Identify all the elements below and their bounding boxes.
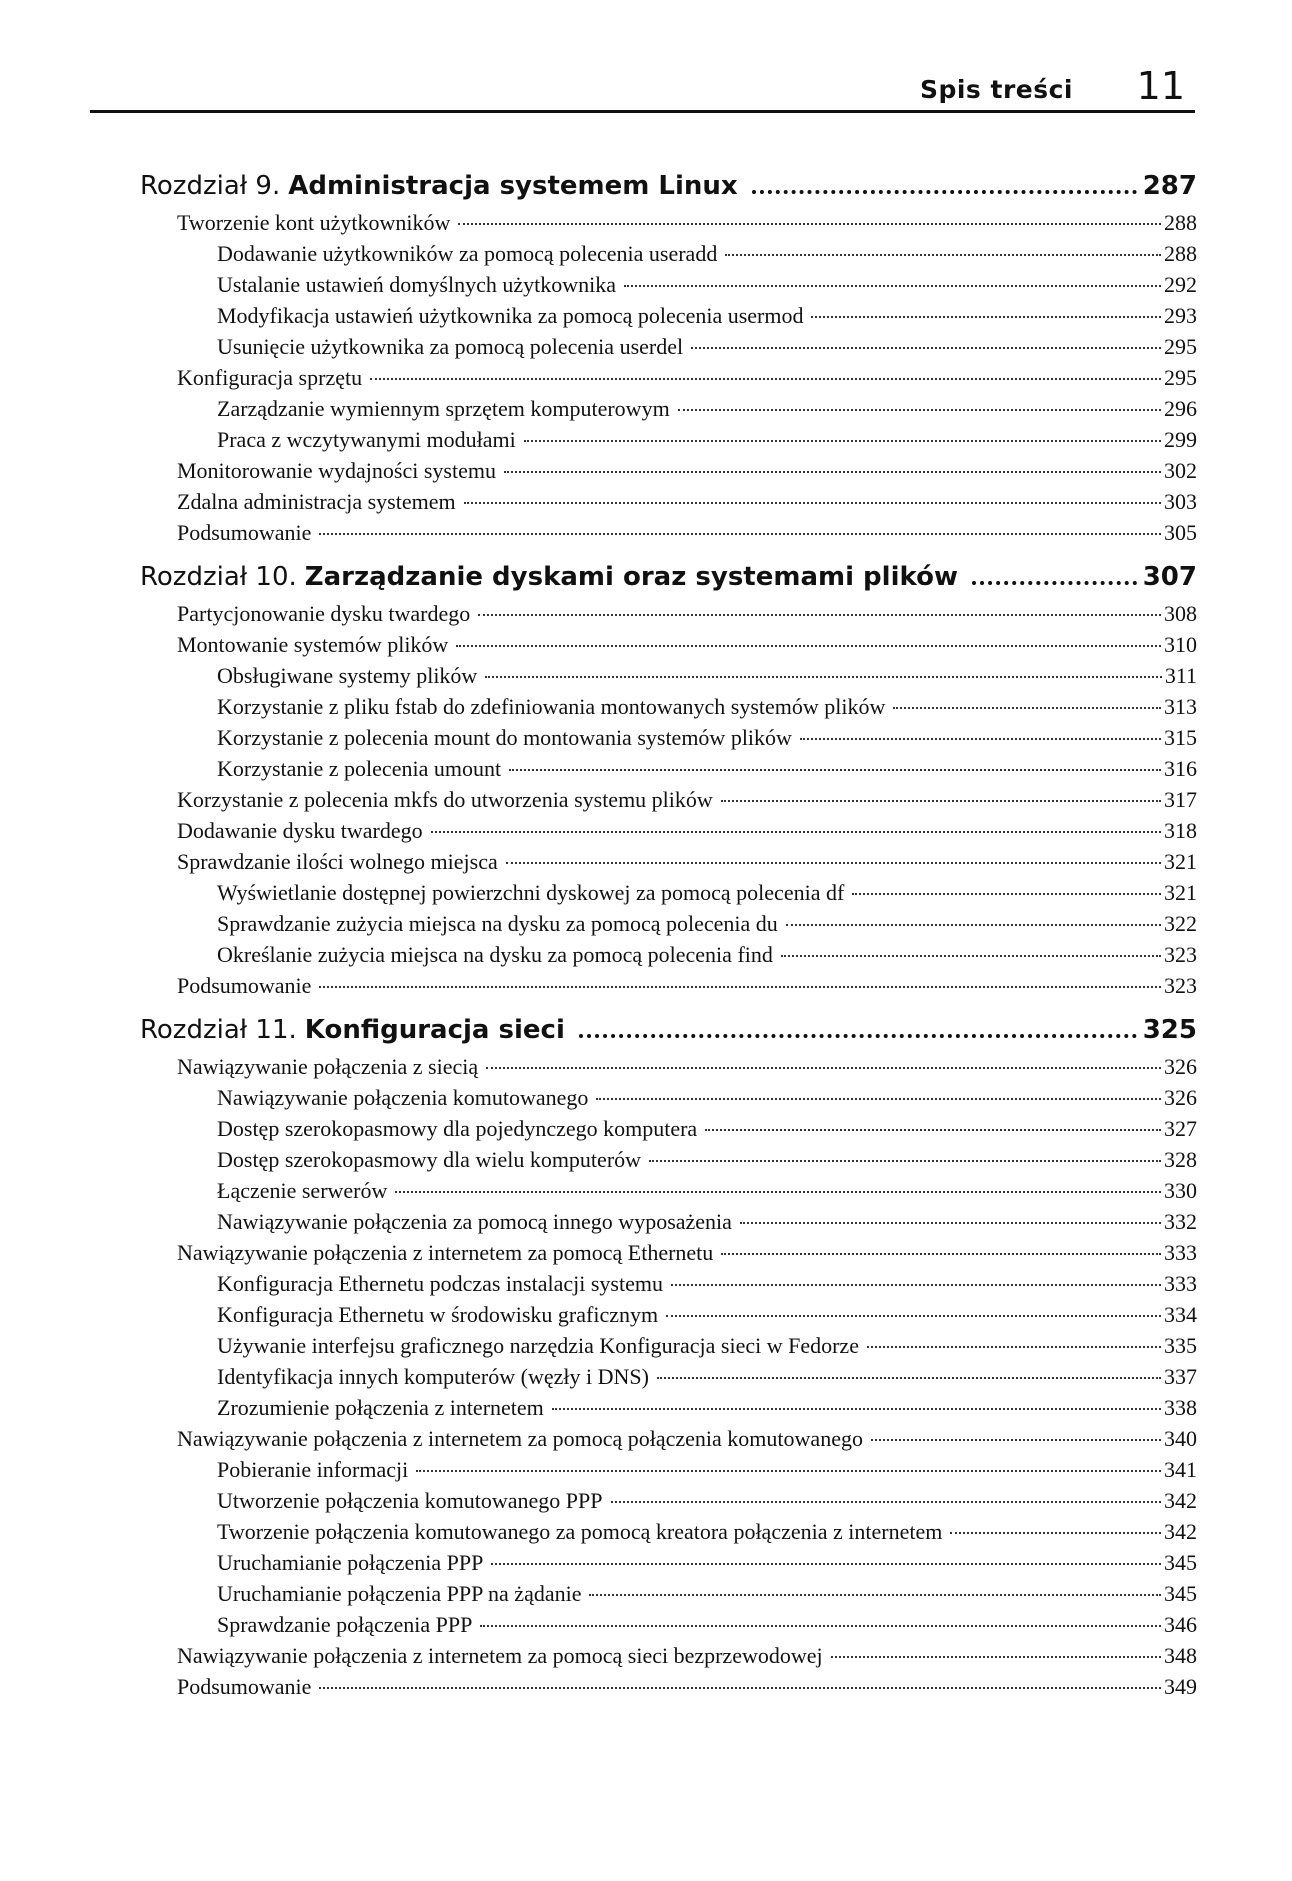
entry-page-number: 326 (1164, 1085, 1197, 1110)
dot-leader (464, 502, 1161, 504)
entry-page-number: 321 (1164, 880, 1197, 905)
toc-subsection-entry[interactable] (140, 663, 1197, 694)
toc-section-entry[interactable] (140, 489, 1197, 520)
toc-subsection-entry[interactable] (140, 1581, 1197, 1612)
dot-leader (319, 533, 1161, 535)
toc-subsection-entry[interactable] (140, 1147, 1197, 1178)
dot-leader (491, 1563, 1161, 1565)
toc-subsection-entry[interactable] (140, 911, 1197, 942)
dot-leader (871, 1439, 1161, 1441)
entry-title: Tworzenie kont użytkowników (177, 210, 451, 235)
dot-leader (480, 1625, 1161, 1627)
entry-title: Nawiązywanie połączenia z internetem za pomocą sieci bezprzewodowej (177, 1643, 823, 1668)
toc-section-entry[interactable] (140, 1643, 1197, 1674)
toc-subsection-entry[interactable] (140, 1457, 1197, 1488)
dot-leader (721, 1253, 1161, 1255)
entry-page-number: 292 (1164, 272, 1197, 297)
entry-title: Sprawdzanie ilości wolnego miejsca (177, 849, 498, 874)
toc-subsection-entry[interactable] (140, 725, 1197, 756)
dot-leader (831, 1656, 1161, 1658)
entry-title: Nawiązywanie połączenia z internetem za pomocą Ethernetu (177, 1240, 714, 1265)
dot-leader (524, 440, 1161, 442)
dot-leader (319, 1687, 1161, 1689)
dot-leader (740, 1222, 1161, 1224)
toc-subsection-entry[interactable] (140, 1612, 1197, 1643)
entry-page-number: 341 (1164, 1457, 1197, 1482)
dot-leader (972, 581, 1137, 585)
dot-leader (509, 769, 1161, 771)
entry-page-number: 337 (1164, 1364, 1197, 1389)
entry-title: Określanie zużycia miejsca na dysku za pomocą polecenia find (217, 942, 773, 967)
entry-title: Korzystanie z polecenia mount do montowania systemów plików (217, 725, 792, 750)
toc-subsection-entry[interactable] (140, 396, 1197, 427)
entry-page-number: 315 (1164, 725, 1197, 750)
dot-leader (416, 1470, 1161, 1472)
toc-section-entry[interactable] (140, 210, 1197, 241)
dot-leader (431, 831, 1161, 833)
dot-leader (458, 223, 1161, 225)
entry-title: Korzystanie z polecenia umount (217, 756, 502, 781)
dot-leader (486, 1067, 1161, 1069)
entry-title: Zrozumienie połączenia z internetem (217, 1395, 544, 1420)
entry-page-number: 321 (1164, 849, 1197, 874)
toc-section-entry[interactable] (140, 365, 1197, 396)
chapter-title: Administracja systemem Linux (288, 171, 738, 201)
entry-title: Podsumowanie (177, 973, 312, 998)
entry-page-number: 327 (1164, 1116, 1197, 1141)
entry-title: Dodawanie dysku twardego (177, 818, 423, 843)
chapter-title: Konfiguracja sieci (304, 1015, 565, 1045)
toc-subsection-entry[interactable] (140, 1333, 1197, 1364)
dot-leader (721, 800, 1161, 802)
chapter-label: Rozdział 9. (140, 171, 281, 201)
dot-leader (671, 1284, 1161, 1286)
entry-title: Korzystanie z polecenia mkfs do utworzenia systemu plików (177, 787, 713, 812)
dot-leader (705, 1129, 1161, 1131)
toc-subsection-entry[interactable] (140, 272, 1197, 303)
entry-page-number: 288 (1164, 241, 1197, 266)
entry-title: Modyfikacja ustawień użytkownika za pomocą polecenia usermod (217, 303, 804, 328)
chapter-label: Rozdział 11. (140, 1015, 297, 1045)
entry-page-number: 333 (1164, 1271, 1197, 1296)
dot-leader (800, 738, 1161, 740)
entry-title: Podsumowanie (177, 1674, 312, 1699)
toc-section-entry[interactable] (140, 1674, 1197, 1705)
entry-title: Sprawdzanie zużycia miejsca na dysku za pomocą polecenia du (217, 911, 778, 936)
entry-page-number: 333 (1164, 1240, 1197, 1265)
entry-page-number: 305 (1164, 520, 1197, 545)
dot-leader (552, 1408, 1161, 1410)
entry-page-number: 330 (1164, 1178, 1197, 1203)
entry-title: Konfiguracja Ethernetu podczas instalacji systemu (217, 1271, 663, 1296)
dot-leader (725, 254, 1161, 256)
entry-title: Uruchamianie połączenia PPP na żądanie (217, 1581, 582, 1606)
entry-page-number: 288 (1164, 210, 1197, 235)
entry-title: Dodawanie użytkowników za pomocą polecenia useradd (217, 241, 718, 266)
entry-page-number: 323 (1164, 973, 1197, 998)
entry-page-number: 338 (1164, 1395, 1197, 1420)
dot-leader (504, 471, 1161, 473)
entry-page-number: 302 (1164, 458, 1197, 483)
entry-title: Wyświetlanie dostępnej powierzchni dyskowej za pomocą polecenia df (217, 880, 845, 905)
toc-section-entry[interactable] (140, 601, 1197, 632)
toc-subsection-entry[interactable] (140, 1550, 1197, 1581)
toc-subsection-entry[interactable] (140, 694, 1197, 725)
toc-subsection-entry[interactable] (140, 1395, 1197, 1426)
dot-leader (666, 1315, 1161, 1317)
entry-title: Tworzenie połączenia komutowanego za pomocą kreatora połączenia z internetem (217, 1519, 943, 1544)
table-of-contents (140, 160, 1197, 1705)
toc-section-entry[interactable] (140, 458, 1197, 489)
entry-title: Pobieranie informacji (217, 1457, 409, 1482)
toc-section-entry[interactable] (140, 1240, 1197, 1271)
entry-page-number: 349 (1164, 1674, 1197, 1699)
toc-subsection-entry[interactable] (140, 1488, 1197, 1519)
entry-title: Nawiązywanie połączenia za pomocą innego wyposażenia (217, 1209, 732, 1234)
entry-page-number: 346 (1164, 1612, 1197, 1637)
entry-page-number: 295 (1164, 334, 1197, 359)
toc-subsection-entry[interactable] (140, 1085, 1197, 1116)
entry-page-number: 326 (1164, 1054, 1197, 1079)
toc-subsection-entry[interactable] (140, 334, 1197, 365)
dot-leader (395, 1191, 1161, 1193)
dot-leader (478, 614, 1161, 616)
entry-page-number: 348 (1164, 1643, 1197, 1668)
toc-subsection-entry[interactable] (140, 427, 1197, 458)
entry-page-number: 299 (1164, 427, 1197, 452)
toc-subsection-entry[interactable] (140, 1271, 1197, 1302)
toc-subsection-entry[interactable] (140, 756, 1197, 787)
entry-title: Sprawdzanie połączenia PPP (217, 1612, 473, 1637)
entry-page-number: 310 (1164, 632, 1197, 657)
entry-title: Konfiguracja Ethernetu w środowisku graficznym (217, 1302, 659, 1327)
entry-title: Utworzenie połączenia komutowanego PPP (217, 1488, 603, 1513)
entry-title: Podsumowanie (177, 520, 312, 545)
dot-leader (678, 409, 1161, 411)
chapter-page-number: 287 (1142, 171, 1197, 201)
entry-title: Ustalanie ustawień domyślnych użytkownika (217, 272, 616, 297)
toc-section-entry[interactable] (140, 632, 1197, 663)
toc-section-entry[interactable] (140, 973, 1197, 1004)
entry-title: Dostęp szerokopasmowy dla pojedynczego komputera (217, 1116, 698, 1141)
chapter-heading[interactable] (140, 553, 1197, 601)
entry-title: Nawiązywanie połączenia z siecią (177, 1054, 479, 1079)
dot-leader (624, 285, 1161, 287)
document-page (90, 60, 1195, 113)
entry-page-number: 313 (1164, 694, 1197, 719)
dot-leader (657, 1377, 1161, 1379)
dot-leader (786, 924, 1161, 926)
entry-title: Obsługiwane systemy plików (217, 663, 478, 688)
chapter-heading[interactable] (140, 1006, 1197, 1054)
dot-leader (950, 1532, 1161, 1534)
dot-leader (579, 1034, 1137, 1038)
toc-subsection-entry[interactable] (140, 1116, 1197, 1147)
chapter-label: Rozdział 10. (140, 562, 297, 592)
entry-title: Praca z wczytywanymi modułami (217, 427, 516, 452)
header-title: Spis treści (919, 75, 1073, 104)
entry-page-number: 345 (1164, 1550, 1197, 1575)
entry-title: Montowanie systemów plików (177, 632, 449, 657)
entry-page-number: 317 (1164, 787, 1197, 812)
dot-leader (691, 347, 1161, 349)
dot-leader (611, 1501, 1161, 1503)
entry-page-number: 332 (1164, 1209, 1197, 1234)
entry-page-number: 316 (1164, 756, 1197, 781)
entry-page-number: 303 (1164, 489, 1197, 514)
toc-subsection-entry[interactable] (140, 1178, 1197, 1209)
toc-subsection-entry[interactable] (140, 1364, 1197, 1395)
dot-leader (811, 316, 1161, 318)
toc-subsection-entry[interactable] (140, 1519, 1197, 1550)
dot-leader (589, 1594, 1161, 1596)
entry-title: Monitorowanie wydajności systemu (177, 458, 496, 483)
entry-title: Nawiązywanie połączenia z internetem za pomocą połączenia komutowanego (177, 1426, 863, 1451)
entry-title: Korzystanie z pliku fstab do zdefiniowania montowanych systemów plików (217, 694, 886, 719)
toc-subsection-entry[interactable] (140, 1302, 1197, 1333)
entry-title: Zdalna administracja systemem (177, 489, 456, 514)
entry-title: Partycjonowanie dysku twardego (177, 601, 471, 626)
entry-page-number: 345 (1164, 1581, 1197, 1606)
toc-subsection-entry[interactable] (140, 1209, 1197, 1240)
dot-leader (506, 862, 1161, 864)
dot-leader (596, 1098, 1161, 1100)
chapter-heading[interactable] (140, 162, 1197, 210)
toc-section-entry[interactable] (140, 787, 1197, 818)
entry-title: Używanie interfejsu graficznego narzędzia Konfiguracja sieci w Fedorze (217, 1333, 859, 1358)
entry-title: Identyfikacja innych komputerów (węzły i DNS) (217, 1364, 649, 1389)
dot-leader (370, 378, 1161, 380)
entry-page-number: 328 (1164, 1147, 1197, 1172)
entry-title: Nawiązywanie połączenia komutowanego (217, 1085, 589, 1110)
entry-title: Usunięcie użytkownika za pomocą polecenia userdel (217, 334, 684, 359)
entry-page-number: 311 (1164, 663, 1197, 688)
entry-page-number: 308 (1164, 601, 1197, 626)
entry-title: Dostęp szerokopasmowy dla wielu komputerów (217, 1147, 642, 1172)
dot-leader (649, 1160, 1161, 1162)
entry-title: Łączenie serwerów (217, 1178, 388, 1203)
toc-subsection-entry[interactable] (140, 303, 1197, 334)
entry-page-number: 295 (1164, 365, 1197, 390)
chapter-title: Zarządzanie dyskami oraz systemami plików (304, 562, 958, 592)
dot-leader (319, 986, 1161, 988)
entry-page-number: 342 (1164, 1488, 1197, 1513)
dot-leader (752, 190, 1137, 194)
entry-page-number: 323 (1164, 942, 1197, 967)
running-header (90, 60, 1195, 113)
entry-title: Uruchamianie połączenia PPP (217, 1550, 484, 1575)
entry-page-number: 335 (1164, 1333, 1197, 1358)
entry-title: Konfiguracja sprzętu (177, 365, 363, 390)
chapter-page-number: 307 (1142, 562, 1197, 592)
dot-leader (781, 955, 1161, 957)
entry-page-number: 340 (1164, 1426, 1197, 1451)
dot-leader (867, 1346, 1161, 1348)
toc-section-entry[interactable] (140, 818, 1197, 849)
header-page-number: 11 (1136, 64, 1185, 108)
entry-page-number: 318 (1164, 818, 1197, 843)
toc-subsection-entry[interactable] (140, 241, 1197, 272)
entry-page-number: 322 (1164, 911, 1197, 936)
entry-page-number: 334 (1164, 1302, 1197, 1327)
toc-section-entry[interactable] (140, 520, 1197, 551)
entry-page-number: 296 (1164, 396, 1197, 421)
toc-subsection-entry[interactable] (140, 880, 1197, 911)
toc-section-entry[interactable] (140, 1054, 1197, 1085)
dot-leader (485, 676, 1161, 678)
entry-title: Zarządzanie wymiennym sprzętem komputerowym (217, 396, 670, 421)
chapter-page-number: 325 (1142, 1015, 1197, 1045)
toc-section-entry[interactable] (140, 1426, 1197, 1457)
dot-leader (893, 707, 1161, 709)
entry-page-number: 293 (1164, 303, 1197, 328)
toc-subsection-entry[interactable] (140, 942, 1197, 973)
entry-page-number: 342 (1164, 1519, 1197, 1544)
dot-leader (852, 893, 1161, 895)
toc-section-entry[interactable] (140, 849, 1197, 880)
dot-leader (456, 645, 1161, 647)
